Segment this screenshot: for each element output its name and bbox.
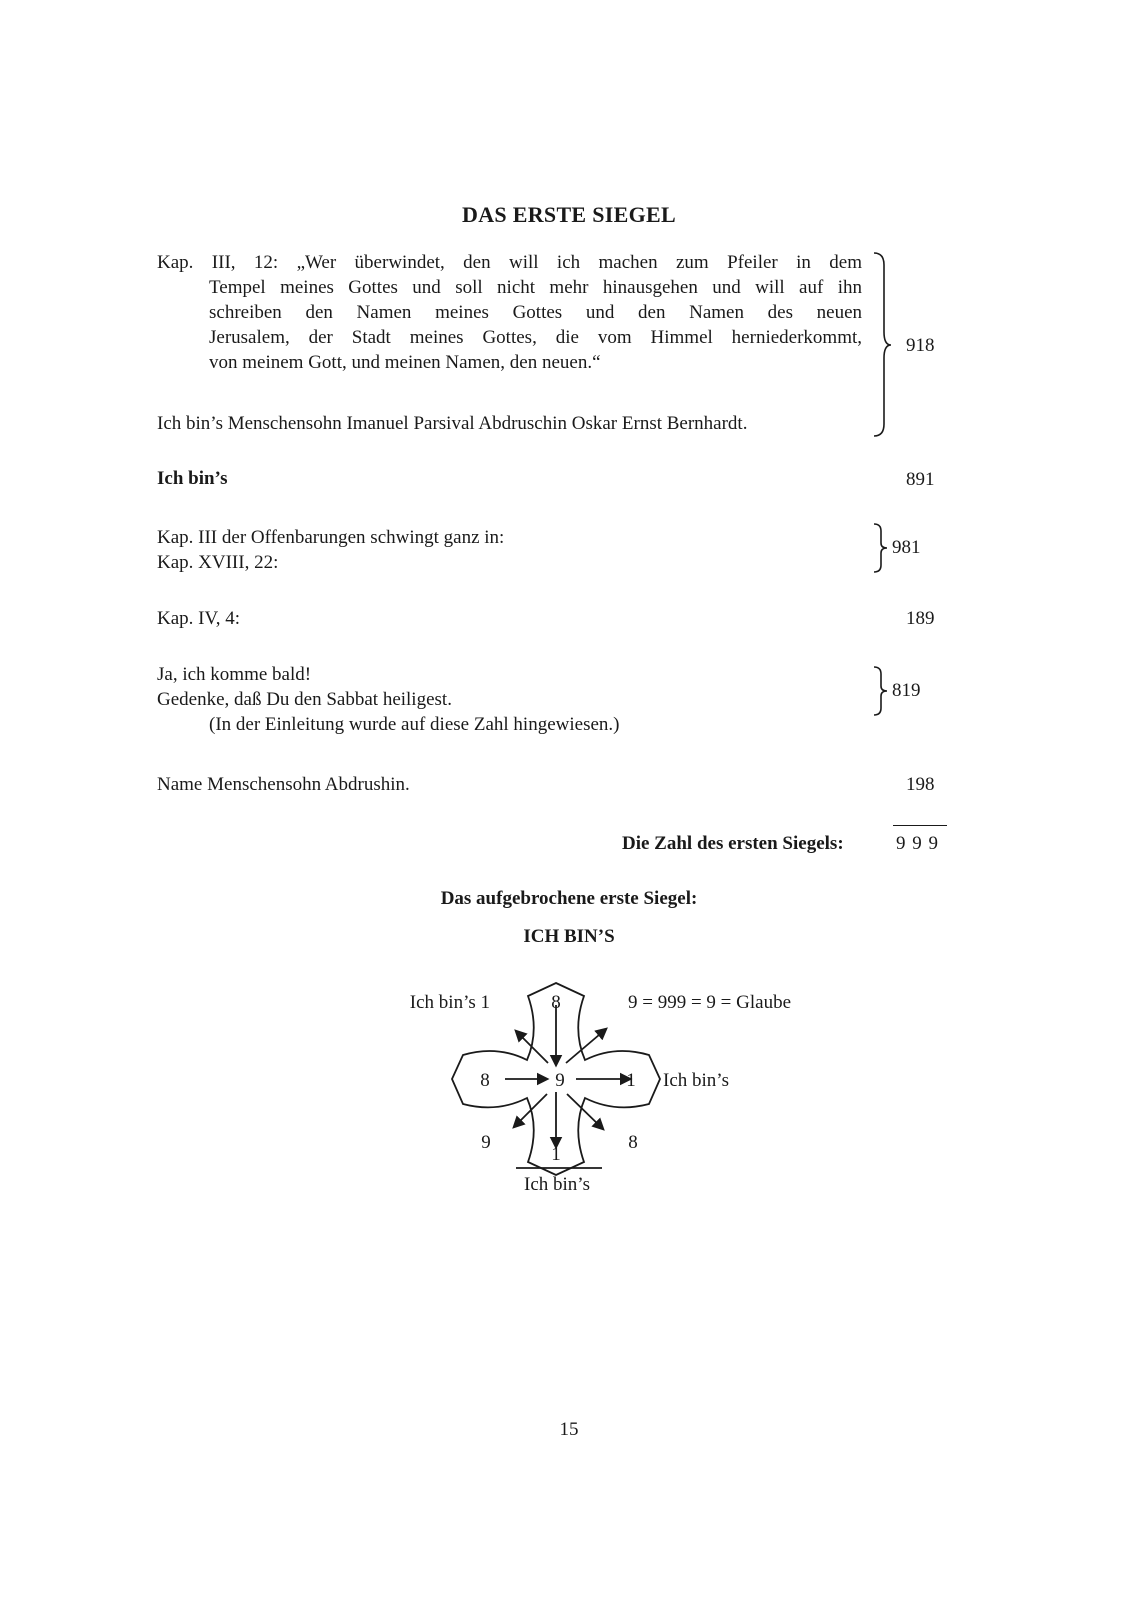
arrow-diagonal-top-left: [516, 1031, 548, 1063]
quote-line-5: von meinem Gott, und meinen Namen, den neuen.“: [209, 352, 601, 373]
kap3-offenbarungen-line: Kap. III der Offenbarungen schwingt ganz in:: [157, 527, 505, 548]
corner-bottom-right: 8: [628, 1132, 638, 1153]
sabbat-line: Gedenke, daß Du den Sabbat heiligest.: [157, 689, 452, 710]
label-top-right: 9 = 999 = 9 = Glaube: [628, 992, 792, 1013]
arrow-diagonal-bottom-left: [514, 1094, 547, 1127]
quote-line-1: Kap. III, 12: „Wer überwindet, den will ich machen zum Pfeiler in dem: [157, 252, 862, 273]
page-title: DAS ERSTE SIEGEL: [462, 202, 676, 227]
cross-number-right: 1: [626, 1070, 636, 1091]
arrow-diagonal-top-right: [566, 1029, 606, 1063]
cross-number-center: 9: [555, 1070, 565, 1091]
kap4-4-line: Kap. IV, 4:: [157, 608, 241, 629]
total-label: Die Zahl des ersten Siegels:: [622, 833, 844, 854]
number-891: 891: [906, 469, 935, 490]
seal-heading: Das aufgebrochene erste Siegel:: [440, 888, 698, 909]
ich-bins-bold: Ich bin’s: [157, 468, 228, 489]
quote-line-2: Tempel meines Gottes und soll nicht mehr hinausgehen und will auf ihn: [209, 277, 862, 298]
kap18-22-line: Kap. XVIII, 22:: [157, 552, 279, 573]
quote-line-4: Jerusalem, der Stadt meines Gottes, die vom Himmel herniederkommt,: [209, 327, 862, 348]
label-top-left: Ich bin’s 1: [409, 992, 490, 1013]
number-981: 981: [892, 537, 921, 558]
cross-number-top: 8: [551, 992, 561, 1013]
number-819: 819: [892, 680, 921, 701]
label-bottom: Ich bin’s: [524, 1174, 590, 1195]
name-line: Ich bin’s Menschensohn Imanuel Parsival Abdruschin Oskar Ernst Bernhardt.: [157, 413, 748, 434]
quote-line-3: schreiben den Namen meines Gottes und den Namen des neuen: [209, 302, 862, 323]
label-right: Ich bin’s: [663, 1070, 729, 1091]
cross-number-bottom: 1: [551, 1144, 561, 1165]
total-number: 9 9 9: [896, 833, 939, 854]
corner-bottom-left: 9: [481, 1132, 491, 1153]
ja-komme-line: Ja, ich komme bald!: [157, 664, 312, 685]
seal-subheading: ICH BIN’S: [523, 926, 615, 947]
page-number: 15: [559, 1419, 579, 1440]
name-menschensohn-line: Name Menschensohn Abdrushin.: [157, 774, 410, 795]
cross-number-left: 8: [480, 1070, 490, 1091]
number-189: 189: [906, 608, 935, 629]
einleitung-line: (In der Einleitung wurde auf diese Zahl hingewiesen.): [209, 714, 620, 735]
number-918: 918: [906, 335, 935, 356]
number-198: 198: [906, 774, 935, 795]
